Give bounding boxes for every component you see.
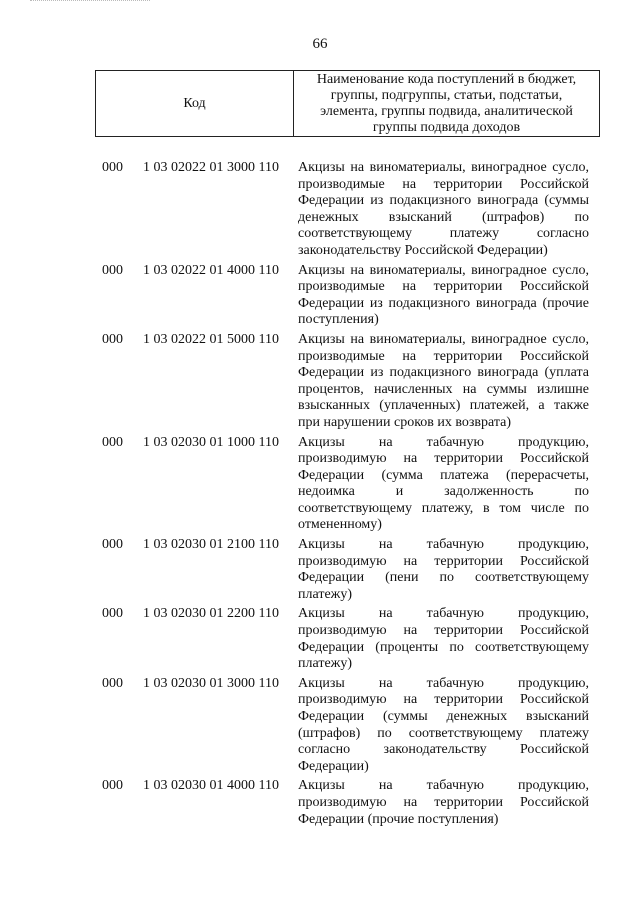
revenue-code: 1 03 02030 01 1000 110 <box>143 434 279 450</box>
revenue-code: 1 03 02022 01 5000 110 <box>143 331 279 347</box>
header-name-cell: Наименование кода поступлений в бюджет, группы, подгруппы, статьи, подстатьи, элемента, группы подвида, аналитической группы подвида доходов <box>316 71 577 135</box>
table-row <box>0 263 640 329</box>
revenue-description: Акцизы на табачную продукцию, производимую на территории Российской Федерации (пени по соответствующему платежу) <box>298 537 589 602</box>
admin-code: 000 <box>102 160 123 175</box>
revenue-code: 1 03 02022 01 4000 110 <box>143 262 279 278</box>
revenue-description: Акцизы на табачную продукцию, производимую на территории Российской Федерации (прочие поступления) <box>298 778 589 827</box>
revenue-code: 1 03 02030 01 2200 110 <box>143 606 279 622</box>
table-row <box>0 537 640 603</box>
table-row <box>0 160 640 260</box>
revenue-description: Акцизы на табачную продукцию, производимую на территории Российской Федерации (проценты по соответствующему платежу) <box>298 606 589 672</box>
revenue-description: Акцизы на виноматериалы, виноградное сусло, производимые на территории Российской Федерации из подакцизного винограда (уплата процентов, начисленных на суммы излишне взысканных (уплаченных) платежей, а также при нарушении сроков их возврата) <box>298 331 589 430</box>
revenue-description: Акцизы на табачную продукцию, производимую на территории Российской Федерации (сумма платежа (перерасчеты, недоимка и задолженность по соответствующему платежу, в том числе по отмененному) <box>298 434 589 533</box>
admin-code: 000 <box>102 675 123 691</box>
table-row <box>0 606 640 672</box>
admin-code: 000 <box>102 262 123 278</box>
table-body <box>0 160 640 831</box>
revenue-code: 1 03 02030 01 3000 110 <box>143 675 279 691</box>
header-code-cell: Код <box>96 71 294 136</box>
table-row <box>0 778 640 828</box>
admin-code: 000 <box>102 331 123 347</box>
table-header <box>95 70 600 137</box>
admin-code: 000 <box>102 778 123 794</box>
admin-code: 000 <box>102 434 123 450</box>
table-row <box>0 676 640 776</box>
scan-artifact <box>30 0 150 4</box>
revenue-description: Акцизы на виноматериалы, виноградное сусло, производимые на территории Российской Федерации из подакцизного винограда (суммы денежных взысканий (штрафов) по соответствующему платежу согласно законодательству Российской Федерации) <box>298 160 589 258</box>
table-row <box>0 435 640 535</box>
revenue-description: Акцизы на виноматериалы, виноградное сусло, производимые на территории Российской Федерации из подакцизного винограда (прочие поступления) <box>298 262 589 328</box>
table-row <box>0 332 640 432</box>
revenue-code: 1 03 02022 01 3000 110 <box>143 160 279 175</box>
revenue-code: 1 03 02030 01 2100 110 <box>143 537 279 553</box>
admin-code: 000 <box>102 606 123 622</box>
page-number: 66 <box>312 36 328 52</box>
admin-code: 000 <box>102 537 123 553</box>
revenue-description: Акцизы на табачную продукцию, производимую на территории Российской Федерации (суммы денежных взысканий (штрафов) по соответствующему платежу согласно законодательству Российской Федерации) <box>298 675 589 774</box>
revenue-code: 1 03 02030 01 4000 110 <box>143 778 279 794</box>
